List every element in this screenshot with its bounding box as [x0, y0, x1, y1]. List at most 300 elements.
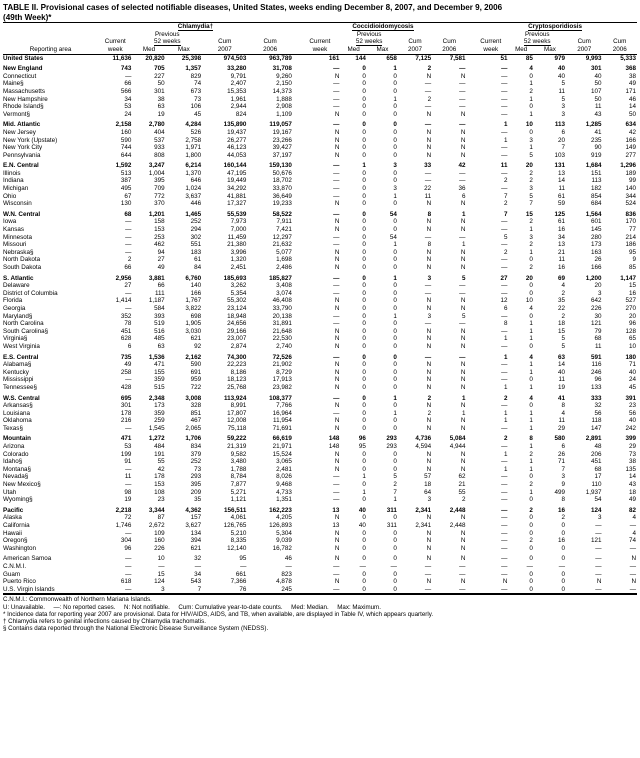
gap-cell [466, 481, 473, 489]
value-cell: — [333, 233, 340, 241]
value-cell: — [595, 570, 602, 578]
value-cell: 66 [124, 264, 132, 271]
value-cell: N [334, 264, 340, 271]
value-cell: 395 [190, 481, 202, 489]
value-cell: 133 [590, 383, 602, 391]
value-cell: — [125, 465, 132, 473]
value-cell: 0 [362, 95, 366, 103]
gap-cell [466, 522, 473, 530]
region-row [3, 354, 637, 362]
value-cell: 1,320 [230, 256, 247, 264]
value-cell: 63 [557, 353, 565, 361]
value-cell: 10 [628, 342, 636, 350]
value-cell: N [426, 417, 432, 425]
reporting-area-cell: Montana§ [3, 465, 32, 473]
gap-cell [293, 129, 300, 137]
footer-rule [3, 594, 637, 595]
value-cell: 0 [529, 473, 533, 481]
value-cell: N [460, 218, 466, 226]
gap-cell [466, 177, 473, 185]
value-cell: 344 [625, 192, 636, 200]
gap-cell [466, 563, 473, 571]
value-cell: 23,124 [227, 304, 247, 312]
value-cell: 155 [154, 368, 165, 376]
value-cell: 1,698 [276, 256, 292, 264]
value-cell: 515 [154, 383, 165, 391]
value-cell: 0 [362, 514, 366, 522]
value-cell: — [333, 177, 340, 185]
value-cell: 634 [625, 121, 636, 129]
value-cell: 71 [628, 361, 636, 369]
hdr-max: Max [534, 46, 566, 54]
table-row [3, 320, 637, 328]
value-cell: 87 [157, 514, 165, 522]
value-cell: 0 [529, 342, 533, 350]
value-cell: N [460, 578, 466, 586]
value-cell: 1 [393, 65, 397, 73]
gap-cell [293, 435, 300, 443]
value-cell: 735 [120, 353, 132, 361]
value-cell: 0 [393, 264, 397, 271]
value-cell: N [502, 578, 508, 586]
value-cell: 11 [558, 87, 565, 95]
value-cell: N [334, 578, 340, 586]
gap-cell [293, 343, 300, 351]
value-cell: 84 [194, 264, 202, 271]
value-cell: 209 [190, 488, 202, 496]
gap-cell [293, 80, 300, 88]
value-cell: 836 [625, 210, 636, 218]
value-cell: 2,944 [230, 103, 247, 111]
gap-cell [466, 264, 473, 272]
hdr-2007: 2007 [202, 46, 247, 54]
value-cell: 642 [590, 297, 602, 305]
value-cell: — [501, 226, 508, 234]
value-cell: — [501, 185, 508, 193]
value-cell: 43 [594, 110, 602, 118]
value-cell: 2 [427, 95, 432, 103]
value-cell: 621 [190, 544, 202, 552]
reporting-area-cell: Louisiana [3, 409, 30, 417]
value-cell: N [426, 72, 432, 80]
table-title [3, 3, 637, 22]
value-cell: 2,407 [230, 80, 247, 88]
reporting-area-cell: Pennsylvania [3, 151, 41, 159]
value-cell: 9,582 [230, 450, 247, 458]
value-cell: — [501, 488, 508, 496]
value-cell: 1 [503, 121, 508, 129]
value-cell: 0 [393, 297, 397, 305]
value-cell: — [501, 151, 508, 159]
value-cell: — [359, 562, 366, 570]
value-cell: — [459, 353, 466, 361]
value-cell: 12,008 [227, 417, 247, 425]
value-cell: 12 [500, 297, 508, 305]
value-cell: 94 [157, 248, 165, 256]
value-cell: 74,300 [227, 353, 247, 361]
value-cell: 157 [190, 514, 202, 522]
value-cell: 462 [154, 241, 165, 249]
value-cell: 359 [154, 409, 165, 417]
gap-cell [293, 264, 300, 272]
value-cell: N [426, 529, 432, 537]
table-row [3, 170, 637, 178]
value-cell: 3,408 [276, 282, 292, 290]
value-cell: 0 [393, 218, 397, 226]
value-cell: 180 [625, 353, 636, 361]
gap-cell [466, 185, 473, 193]
value-cell: 5,210 [230, 529, 247, 537]
value-cell: 2,891 [585, 435, 602, 443]
value-cell: 7,973 [230, 218, 247, 226]
value-cell: 76 [202, 586, 247, 594]
value-cell: 0 [393, 368, 397, 376]
gap-cell [466, 275, 473, 283]
value-cell: — [595, 522, 602, 529]
value-cell: — [501, 458, 508, 466]
reporting-area-cell: United States [3, 54, 44, 62]
value-cell: N [426, 335, 432, 343]
value-cell: 0 [362, 304, 366, 312]
value-cell: 25,398 [181, 54, 202, 62]
value-cell: 0 [362, 103, 366, 111]
value-cell: 1 [393, 496, 397, 504]
value-cell: 1 [529, 320, 533, 328]
value-cell: 214 [625, 233, 636, 241]
value-cell: 4 [529, 353, 533, 361]
value-cell: — [501, 87, 508, 95]
region-row [3, 435, 637, 443]
value-cell: 0 [362, 312, 366, 320]
value-cell: 851 [190, 409, 202, 417]
value-cell: 304 [120, 537, 132, 545]
hdr-2007: 2007 [398, 46, 432, 54]
reporting-area-cell: American Samoa [3, 555, 52, 563]
value-cell: — [459, 289, 466, 297]
reporting-area-cell: Oklahoma [3, 417, 32, 425]
value-cell: 0 [393, 327, 397, 335]
value-cell: 78 [124, 320, 132, 328]
value-cell: 0 [362, 361, 366, 369]
value-cell: 0 [362, 192, 366, 200]
value-cell: 16 [557, 264, 565, 271]
hdr-cum: Cum [613, 38, 627, 46]
value-cell: N [460, 342, 466, 350]
value-cell: N [631, 555, 636, 563]
value-cell: 527 [625, 297, 636, 305]
value-cell: 7 [393, 488, 397, 496]
value-cell: 0 [362, 289, 366, 297]
value-cell: 5,354 [230, 289, 247, 297]
value-cell: 1 [529, 80, 533, 88]
table-row [3, 335, 637, 343]
value-cell: 684 [590, 200, 602, 208]
value-cell: 13 [332, 506, 340, 514]
gap-cell [466, 234, 473, 242]
reporting-area-cell: South Carolina§ [3, 327, 49, 335]
value-cell: 116 [591, 361, 602, 369]
value-cell: 5 [461, 274, 466, 282]
gap-cell [466, 402, 473, 410]
value-cell: 95 [628, 248, 636, 256]
region-row [3, 121, 637, 129]
gap-cell [293, 481, 300, 489]
value-cell: — [459, 95, 466, 103]
value-cell: 1,272 [148, 435, 165, 443]
value-cell: — [98, 586, 132, 594]
value-cell: — [501, 562, 508, 570]
value-cell: 19,233 [272, 200, 292, 208]
reporting-area-cell: New Hampshire [3, 95, 48, 103]
table-row [3, 290, 637, 298]
gap-cell [293, 376, 300, 384]
hdr-previous: Previous [524, 30, 550, 38]
value-cell: 8,026 [276, 473, 292, 481]
value-cell: 1 [529, 488, 533, 496]
value-cell: 698 [190, 312, 202, 320]
value-cell: N [334, 514, 340, 522]
value-cell: 125 [554, 210, 565, 218]
value-cell: 1,905 [185, 320, 202, 328]
gap-cell [293, 218, 300, 226]
value-cell: 1 [503, 409, 508, 417]
value-cell: 1,800 [185, 151, 202, 159]
value-cell: N [426, 264, 432, 271]
value-cell: 0 [362, 80, 366, 88]
table-row [3, 425, 637, 433]
value-cell: 96 [628, 320, 636, 328]
value-cell: 467 [190, 417, 202, 425]
value-cell: 0 [529, 496, 533, 504]
value-cell: 6 [503, 304, 508, 312]
value-cell: N [460, 264, 466, 271]
value-cell: 7 [529, 200, 533, 208]
value-cell: 13 [557, 169, 565, 177]
value-cell: 13 [557, 241, 565, 249]
value-cell: 124 [154, 578, 165, 586]
hdr-52weeks: 52 weeks [153, 38, 181, 46]
value-cell: 584 [154, 304, 165, 312]
value-cell: 61 [557, 192, 565, 200]
value-cell: N [334, 544, 340, 552]
value-cell: 68 [124, 210, 132, 218]
value-cell: 38 [628, 458, 636, 466]
value-cell: 8 [427, 241, 432, 249]
value-cell: 1 [362, 488, 366, 496]
region-row [3, 395, 637, 403]
table-row [3, 249, 637, 257]
hdr-2006: 2006 [432, 46, 466, 54]
value-cell: 21,648 [272, 327, 292, 335]
table-row [3, 218, 637, 226]
reporting-area-cell: Indiana [3, 177, 24, 185]
value-cell: 12,140 [227, 544, 247, 552]
value-cell: 42 [458, 162, 466, 170]
value-cell: 71 [557, 458, 565, 466]
value-cell: N [334, 383, 340, 391]
value-cell: N [334, 529, 340, 537]
reporting-area-cell: North Carolina [3, 320, 44, 328]
value-cell: — [424, 282, 432, 290]
gap-cell [466, 320, 473, 328]
value-cell: 0 [393, 110, 397, 118]
reporting-area-cell: New England [3, 65, 43, 73]
value-cell: 20 [525, 162, 533, 170]
value-cell: 46,123 [227, 144, 247, 152]
value-cell: 1,536 [148, 353, 165, 361]
value-cell: — [501, 264, 508, 271]
reporting-area-cell: Idaho§ [3, 458, 23, 466]
value-cell: 158 [154, 218, 165, 226]
value-cell: — [459, 87, 466, 95]
table-row [3, 313, 637, 321]
value-cell: N [426, 304, 432, 312]
value-cell: 513 [120, 169, 132, 177]
table-row [3, 264, 637, 272]
value-cell: — [501, 555, 508, 563]
value-cell: 328 [190, 402, 202, 410]
value-cell: 524 [625, 200, 636, 208]
value-cell: 1,564 [585, 210, 602, 218]
value-cell: 7 [166, 586, 203, 594]
value-cell: 96 [358, 435, 366, 443]
value-cell: 370 [154, 200, 165, 208]
value-cell: N [334, 248, 340, 256]
value-cell: 186 [625, 241, 636, 249]
reporting-area-cell: Massachusetts [3, 87, 45, 95]
value-cell: — [424, 87, 432, 95]
value-cell: 108 [154, 488, 165, 496]
gap-cell [293, 369, 300, 377]
reporting-area-cell: Hawaii [3, 529, 22, 537]
value-cell: 2 [529, 177, 533, 185]
value-cell: 3,822 [185, 304, 202, 312]
value-cell: 32 [194, 555, 202, 563]
value-cell: 566 [120, 87, 132, 95]
value-cell: — [158, 562, 165, 570]
value-cell: 0 [393, 544, 397, 552]
value-cell: 0 [362, 169, 366, 177]
gap-cell [466, 65, 473, 73]
value-cell: 113 [554, 121, 565, 129]
value-cell: 33,280 [227, 65, 247, 73]
value-cell: 0 [362, 151, 366, 159]
value-cell: 173 [154, 402, 165, 410]
table-row [3, 144, 637, 152]
value-cell: 0 [393, 177, 397, 185]
gap-cell [466, 162, 473, 170]
value-cell: N [334, 218, 340, 226]
value-cell: 1,357 [185, 65, 202, 73]
value-cell: 1 [529, 226, 533, 234]
value-cell: 11,459 [227, 233, 247, 241]
value-cell: 1,147 [620, 274, 636, 282]
value-cell: 5,304 [276, 529, 292, 537]
value-cell: 0 [393, 578, 397, 586]
gap-cell [466, 137, 473, 145]
gap-cell [293, 417, 300, 425]
reporting-area-cell: Mississippi [3, 376, 34, 384]
value-cell: 148 [328, 443, 340, 451]
value-cell: 73 [194, 465, 202, 473]
value-cell: 159,130 [269, 162, 292, 170]
value-cell: 15 [557, 327, 565, 335]
value-cell: N [426, 144, 432, 152]
gap-cell [466, 369, 473, 377]
value-cell: 61 [557, 218, 565, 226]
value-cell: 74 [628, 537, 636, 545]
value-cell: — [459, 562, 466, 570]
value-cell: — [459, 177, 466, 185]
value-cell: — [333, 169, 340, 177]
value-cell: — [333, 192, 340, 200]
region-row [3, 275, 637, 283]
value-cell: 3,262 [230, 282, 247, 290]
value-cell: — [595, 529, 602, 537]
value-cell: 7 [561, 144, 565, 152]
header-row-previous [3, 31, 637, 39]
value-cell: 393 [154, 312, 165, 320]
value-cell: — [501, 218, 508, 226]
value-cell: N [334, 361, 340, 369]
value-cell: 484 [154, 443, 165, 451]
value-cell: 34 [557, 233, 565, 241]
value-cell: 301 [154, 87, 165, 95]
hdr-previous: Previous [356, 30, 382, 38]
table-row [3, 384, 637, 392]
value-cell: — [333, 210, 340, 218]
value-cell: 0 [362, 256, 366, 264]
value-cell: 20,820 [145, 54, 165, 62]
value-cell: 2,341 [415, 506, 432, 514]
value-cell: N [334, 368, 340, 376]
value-cell: 18,702 [272, 177, 292, 185]
value-cell: 140 [625, 185, 636, 193]
reporting-area-cell: Virginia§ [3, 335, 28, 343]
value-cell: 53 [124, 443, 132, 451]
value-cell: — [333, 353, 340, 361]
value-cell: 14,373 [272, 87, 292, 95]
value-cell: 107 [590, 87, 602, 95]
table-row [3, 137, 637, 145]
value-cell: 242 [625, 424, 636, 432]
value-cell: 19,167 [272, 128, 292, 136]
reporting-area-cell: Wyoming§ [3, 496, 33, 504]
value-cell: 7 [503, 210, 508, 218]
value-cell: — [501, 473, 508, 481]
disease-header-row [3, 23, 637, 31]
value-cell: 66,619 [272, 435, 292, 443]
gap-cell [466, 466, 473, 474]
gap-cell [466, 537, 473, 545]
value-cell: 75,118 [227, 424, 247, 432]
value-cell: 95 [358, 443, 366, 451]
value-cell: 3 [597, 514, 602, 522]
value-cell: 178 [120, 409, 132, 417]
hdr-cum: Cum [218, 38, 232, 46]
table-row [3, 297, 637, 305]
value-cell: 11,636 [112, 54, 132, 62]
value-cell: N [426, 110, 432, 118]
value-cell: — [459, 65, 466, 73]
value-cell: 1 [461, 409, 466, 417]
gap-cell [466, 425, 473, 433]
value-cell: 162,223 [269, 506, 292, 514]
value-cell: 0 [362, 458, 366, 466]
hdr-week: week [473, 46, 508, 54]
value-cell: 1 [503, 465, 508, 473]
gap-cell [293, 384, 300, 392]
